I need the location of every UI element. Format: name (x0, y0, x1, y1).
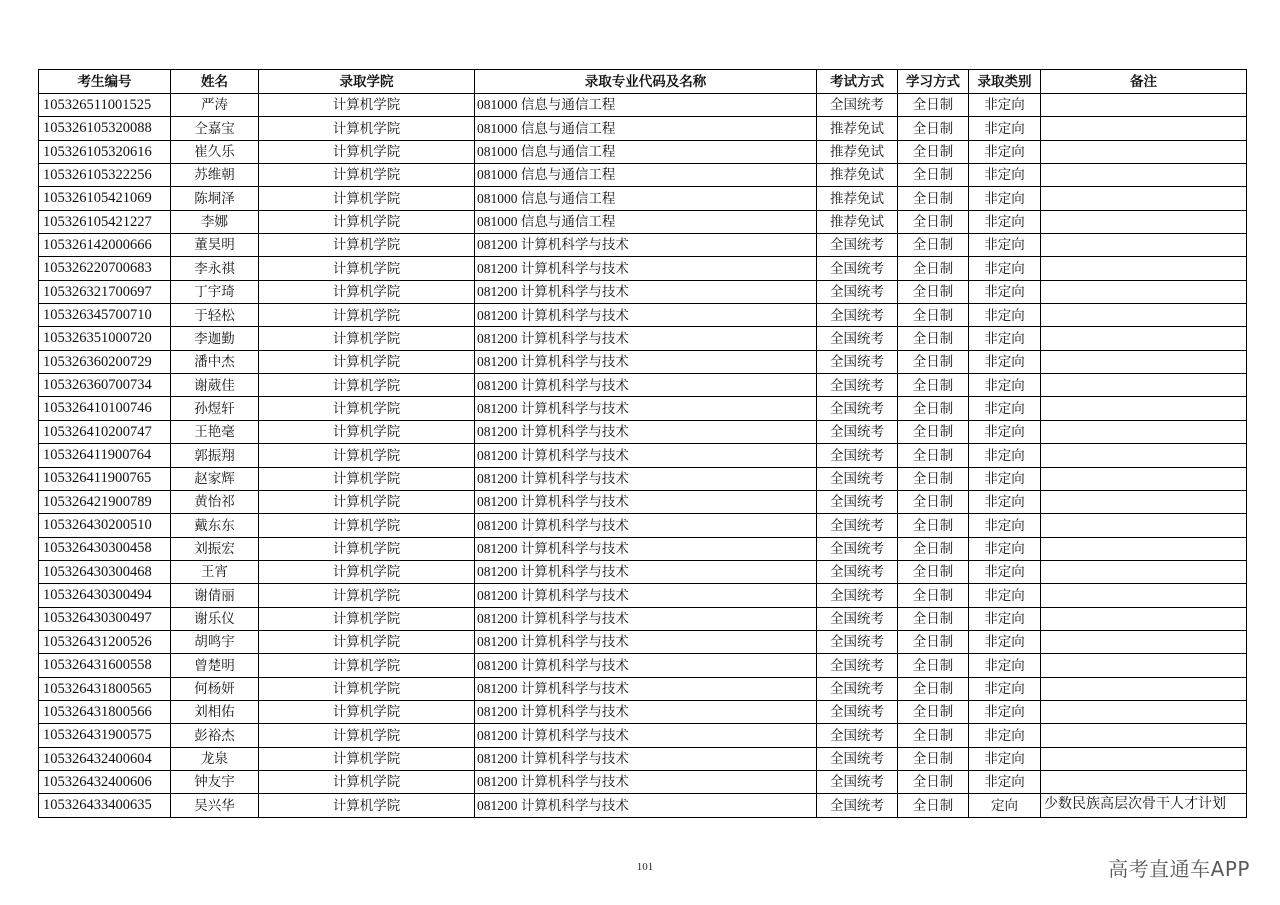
major-cell: 081200 计算机科学与技术 (475, 584, 817, 607)
study-mode-cell: 全日制 (898, 607, 969, 630)
major-cell: 081200 计算机科学与技术 (475, 514, 817, 537)
study-mode-cell: 全日制 (898, 654, 969, 677)
study-mode-cell: 全日制 (898, 584, 969, 607)
exam-type-cell: 全国统考 (817, 770, 898, 793)
remarks-cell (1041, 210, 1247, 233)
major-cell: 081000 信息与通信工程 (475, 164, 817, 187)
header-exam-type: 考试方式 (817, 70, 898, 94)
watermark-text: 高考直通车APP (1108, 857, 1250, 881)
table-row (39, 724, 1247, 747)
exam-type-cell: 推荐免试 (817, 187, 898, 210)
major-cell: 081200 计算机科学与技术 (475, 770, 817, 793)
candidate-id-cell: 105326430300497 (39, 607, 171, 630)
study-mode-cell: 全日制 (898, 397, 969, 420)
remarks-cell (1041, 654, 1247, 677)
major-cell: 081200 计算机科学与技术 (475, 700, 817, 723)
remarks-cell (1041, 584, 1247, 607)
major-cell: 081200 计算机科学与技术 (475, 467, 817, 490)
name-cell: 李永祺 (171, 257, 259, 280)
college-cell: 计算机学院 (259, 420, 475, 443)
college-cell: 计算机学院 (259, 304, 475, 327)
name-cell: 胡鸣宇 (171, 630, 259, 653)
exam-type-cell: 全国统考 (817, 444, 898, 467)
admission-category-cell: 非定向 (969, 467, 1041, 490)
college-cell: 计算机学院 (259, 210, 475, 233)
admission-category-cell: 非定向 (969, 560, 1041, 583)
college-cell: 计算机学院 (259, 560, 475, 583)
exam-type-cell: 全国统考 (817, 94, 898, 117)
remarks-cell (1041, 560, 1247, 583)
candidate-id-cell: 105326430300468 (39, 560, 171, 583)
remarks-cell (1041, 630, 1247, 653)
admission-category-cell: 非定向 (969, 584, 1041, 607)
name-cell: 戴东东 (171, 514, 259, 537)
study-mode-cell: 全日制 (898, 210, 969, 233)
study-mode-cell: 全日制 (898, 280, 969, 303)
college-cell: 计算机学院 (259, 490, 475, 513)
exam-type-cell: 全国统考 (817, 677, 898, 700)
major-cell: 081200 计算机科学与技术 (475, 537, 817, 560)
admission-category-cell: 非定向 (969, 374, 1041, 397)
table-row (39, 304, 1247, 327)
major-cell: 081200 计算机科学与技术 (475, 677, 817, 700)
remarks-cell: 少数民族高层次骨干人才计划 (1041, 794, 1247, 817)
candidate-id-cell: 105326105421069 (39, 187, 171, 210)
table-row (39, 560, 1247, 583)
college-cell: 计算机学院 (259, 327, 475, 350)
admission-category-cell: 非定向 (969, 164, 1041, 187)
college-cell: 计算机学院 (259, 164, 475, 187)
exam-type-cell: 推荐免试 (817, 210, 898, 233)
header-remarks: 备注 (1041, 70, 1247, 94)
major-cell: 081200 计算机科学与技术 (475, 724, 817, 747)
study-mode-cell: 全日制 (898, 140, 969, 163)
candidate-id-cell: 105326410200747 (39, 420, 171, 443)
table-row (39, 374, 1247, 397)
admission-category-cell: 非定向 (969, 397, 1041, 420)
study-mode-cell: 全日制 (898, 94, 969, 117)
admission-category-cell: 非定向 (969, 117, 1041, 140)
study-mode-cell: 全日制 (898, 770, 969, 793)
admission-category-cell: 非定向 (969, 234, 1041, 257)
exam-type-cell: 全国统考 (817, 397, 898, 420)
candidate-id-cell: 105326433400635 (39, 794, 171, 817)
table-row (39, 444, 1247, 467)
name-cell: 龙泉 (171, 747, 259, 770)
college-cell: 计算机学院 (259, 607, 475, 630)
remarks-cell (1041, 117, 1247, 140)
college-cell: 计算机学院 (259, 397, 475, 420)
table-row (39, 210, 1247, 233)
candidate-id-cell: 105326421900789 (39, 490, 171, 513)
header-study-mode: 学习方式 (898, 70, 969, 94)
remarks-cell (1041, 747, 1247, 770)
name-cell: 谢倩丽 (171, 584, 259, 607)
table-row (39, 350, 1247, 373)
admission-category-cell: 非定向 (969, 187, 1041, 210)
major-cell: 081200 计算机科学与技术 (475, 374, 817, 397)
table-row (39, 234, 1247, 257)
page-number: 101 (636, 861, 654, 873)
table-row (39, 327, 1247, 350)
exam-type-cell: 全国统考 (817, 724, 898, 747)
exam-type-cell: 全国统考 (817, 747, 898, 770)
major-cell: 081200 计算机科学与技术 (475, 654, 817, 677)
study-mode-cell: 全日制 (898, 234, 969, 257)
study-mode-cell: 全日制 (898, 514, 969, 537)
table-row (39, 164, 1247, 187)
study-mode-cell: 全日制 (898, 677, 969, 700)
college-cell: 计算机学院 (259, 700, 475, 723)
remarks-cell (1041, 374, 1247, 397)
name-cell: 王宵 (171, 560, 259, 583)
college-cell: 计算机学院 (259, 514, 475, 537)
college-cell: 计算机学院 (259, 467, 475, 490)
major-cell: 081200 计算机科学与技术 (475, 607, 817, 630)
table-row (39, 794, 1247, 817)
candidate-id-cell: 105326411900765 (39, 467, 171, 490)
exam-type-cell: 全国统考 (817, 420, 898, 443)
study-mode-cell: 全日制 (898, 420, 969, 443)
remarks-cell (1041, 724, 1247, 747)
study-mode-cell: 全日制 (898, 630, 969, 653)
college-cell: 计算机学院 (259, 747, 475, 770)
name-cell: 钟友宇 (171, 770, 259, 793)
exam-type-cell: 全国统考 (817, 700, 898, 723)
college-cell: 计算机学院 (259, 280, 475, 303)
header-name: 姓名 (171, 70, 259, 94)
exam-type-cell: 全国统考 (817, 607, 898, 630)
admission-category-cell: 非定向 (969, 350, 1041, 373)
table-row (39, 490, 1247, 513)
exam-type-cell: 全国统考 (817, 234, 898, 257)
admission-category-cell: 非定向 (969, 327, 1041, 350)
table-row (39, 770, 1247, 793)
name-cell: 吴兴华 (171, 794, 259, 817)
candidate-id-cell: 105326411900764 (39, 444, 171, 467)
exam-type-cell: 全国统考 (817, 257, 898, 280)
remarks-cell (1041, 700, 1247, 723)
candidate-id-cell: 105326431900575 (39, 724, 171, 747)
candidate-id-cell: 105326431800565 (39, 677, 171, 700)
admission-category-cell: 非定向 (969, 490, 1041, 513)
study-mode-cell: 全日制 (898, 794, 969, 817)
remarks-cell (1041, 350, 1247, 373)
table-row (39, 140, 1247, 163)
admission-category-cell: 非定向 (969, 94, 1041, 117)
exam-type-cell: 全国统考 (817, 304, 898, 327)
name-cell: 曾楚明 (171, 654, 259, 677)
name-cell: 于轻松 (171, 304, 259, 327)
admission-category-cell: 非定向 (969, 514, 1041, 537)
table-row (39, 397, 1247, 420)
table-row (39, 467, 1247, 490)
candidate-id-cell: 105326430300494 (39, 584, 171, 607)
study-mode-cell: 全日制 (898, 187, 969, 210)
table-row (39, 584, 1247, 607)
candidate-id-cell: 105326345700710 (39, 304, 171, 327)
remarks-cell (1041, 444, 1247, 467)
candidate-id-cell: 105326430200510 (39, 514, 171, 537)
remarks-cell (1041, 607, 1247, 630)
admission-category-cell: 非定向 (969, 210, 1041, 233)
remarks-cell (1041, 514, 1247, 537)
exam-type-cell: 全国统考 (817, 654, 898, 677)
header-admission-category: 录取类别 (969, 70, 1041, 94)
admission-category-cell: 非定向 (969, 747, 1041, 770)
college-cell: 计算机学院 (259, 794, 475, 817)
admission-category-cell: 非定向 (969, 304, 1041, 327)
college-cell: 计算机学院 (259, 350, 475, 373)
header-candidate-id: 考生编号 (39, 70, 171, 94)
college-cell: 计算机学院 (259, 677, 475, 700)
study-mode-cell: 全日制 (898, 327, 969, 350)
name-cell: 谢乐仪 (171, 607, 259, 630)
table-row (39, 117, 1247, 140)
candidate-id-cell: 105326360700734 (39, 374, 171, 397)
college-cell: 计算机学院 (259, 630, 475, 653)
candidate-id-cell: 105326105320088 (39, 117, 171, 140)
major-cell: 081000 信息与通信工程 (475, 210, 817, 233)
candidate-id-cell: 105326431800566 (39, 700, 171, 723)
study-mode-cell: 全日制 (898, 700, 969, 723)
exam-type-cell: 全国统考 (817, 490, 898, 513)
table-row (39, 257, 1247, 280)
table-row (39, 514, 1247, 537)
candidate-id-cell: 105326105421227 (39, 210, 171, 233)
college-cell: 计算机学院 (259, 140, 475, 163)
admission-category-cell: 非定向 (969, 677, 1041, 700)
name-cell: 郭振翔 (171, 444, 259, 467)
major-cell: 081200 计算机科学与技术 (475, 234, 817, 257)
college-cell: 计算机学院 (259, 770, 475, 793)
remarks-cell (1041, 467, 1247, 490)
remarks-cell (1041, 187, 1247, 210)
college-cell: 计算机学院 (259, 374, 475, 397)
header-row (39, 70, 1247, 94)
exam-type-cell: 全国统考 (817, 794, 898, 817)
remarks-cell (1041, 770, 1247, 793)
college-cell: 计算机学院 (259, 94, 475, 117)
candidate-id-cell: 105326432400604 (39, 747, 171, 770)
name-cell: 陈垌泽 (171, 187, 259, 210)
table-row (39, 654, 1247, 677)
major-cell: 081200 计算机科学与技术 (475, 420, 817, 443)
exam-type-cell: 推荐免试 (817, 117, 898, 140)
exam-type-cell: 全国统考 (817, 374, 898, 397)
remarks-cell (1041, 280, 1247, 303)
table-header (39, 70, 1247, 94)
major-cell: 081200 计算机科学与技术 (475, 257, 817, 280)
name-cell: 李娜 (171, 210, 259, 233)
exam-type-cell: 全国统考 (817, 350, 898, 373)
admission-category-cell: 定向 (969, 794, 1041, 817)
remarks-cell (1041, 677, 1247, 700)
remarks-cell (1041, 257, 1247, 280)
remarks-cell (1041, 234, 1247, 257)
college-cell: 计算机学院 (259, 444, 475, 467)
study-mode-cell: 全日制 (898, 747, 969, 770)
candidate-id-cell: 105326220700683 (39, 257, 171, 280)
college-cell: 计算机学院 (259, 654, 475, 677)
name-cell: 何杨妍 (171, 677, 259, 700)
name-cell: 严涛 (171, 94, 259, 117)
table-row (39, 630, 1247, 653)
college-cell: 计算机学院 (259, 187, 475, 210)
remarks-cell (1041, 490, 1247, 513)
candidate-id-cell: 105326142000666 (39, 234, 171, 257)
college-cell: 计算机学院 (259, 584, 475, 607)
remarks-cell (1041, 164, 1247, 187)
admission-category-cell: 非定向 (969, 444, 1041, 467)
admission-category-cell: 非定向 (969, 770, 1041, 793)
table-row (39, 187, 1247, 210)
remarks-cell (1041, 304, 1247, 327)
study-mode-cell: 全日制 (898, 560, 969, 583)
name-cell: 潘中杰 (171, 350, 259, 373)
name-cell: 苏维朝 (171, 164, 259, 187)
table-row (39, 677, 1247, 700)
table-row (39, 420, 1247, 443)
candidate-id-cell: 105326430300458 (39, 537, 171, 560)
admission-category-cell: 非定向 (969, 654, 1041, 677)
admission-category-cell: 非定向 (969, 420, 1041, 443)
major-cell: 081200 计算机科学与技术 (475, 397, 817, 420)
major-cell: 081200 计算机科学与技术 (475, 280, 817, 303)
study-mode-cell: 全日制 (898, 374, 969, 397)
admission-category-cell: 非定向 (969, 537, 1041, 560)
candidate-id-cell: 105326431600558 (39, 654, 171, 677)
name-cell: 彭裕杰 (171, 724, 259, 747)
study-mode-cell: 全日制 (898, 350, 969, 373)
major-cell: 081200 计算机科学与技术 (475, 327, 817, 350)
candidate-id-cell: 105326432400606 (39, 770, 171, 793)
major-cell: 081200 计算机科学与技术 (475, 444, 817, 467)
name-cell: 黄怡祁 (171, 490, 259, 513)
study-mode-cell: 全日制 (898, 117, 969, 140)
admission-category-cell: 非定向 (969, 700, 1041, 723)
name-cell: 董昊明 (171, 234, 259, 257)
remarks-cell (1041, 94, 1247, 117)
study-mode-cell: 全日制 (898, 257, 969, 280)
admission-category-cell: 非定向 (969, 280, 1041, 303)
major-cell: 081200 计算机科学与技术 (475, 630, 817, 653)
remarks-cell (1041, 537, 1247, 560)
study-mode-cell: 全日制 (898, 467, 969, 490)
admission-list-table (38, 69, 1247, 818)
major-cell: 081200 计算机科学与技术 (475, 747, 817, 770)
name-cell: 仝嘉宝 (171, 117, 259, 140)
name-cell: 丁宇琦 (171, 280, 259, 303)
study-mode-cell: 全日制 (898, 164, 969, 187)
candidate-id-cell: 105326360200729 (39, 350, 171, 373)
name-cell: 刘振宏 (171, 537, 259, 560)
exam-type-cell: 全国统考 (817, 560, 898, 583)
college-cell: 计算机学院 (259, 537, 475, 560)
exam-type-cell: 推荐免试 (817, 140, 898, 163)
study-mode-cell: 全日制 (898, 304, 969, 327)
major-cell: 081200 计算机科学与技术 (475, 304, 817, 327)
major-cell: 081200 计算机科学与技术 (475, 794, 817, 817)
header-college: 录取学院 (259, 70, 475, 94)
exam-type-cell: 全国统考 (817, 584, 898, 607)
exam-type-cell: 全国统考 (817, 514, 898, 537)
header-major: 录取专业代码及名称 (475, 70, 817, 94)
major-cell: 081000 信息与通信工程 (475, 94, 817, 117)
college-cell: 计算机学院 (259, 257, 475, 280)
remarks-cell (1041, 420, 1247, 443)
exam-type-cell: 推荐免试 (817, 164, 898, 187)
admission-category-cell: 非定向 (969, 140, 1041, 163)
college-cell: 计算机学院 (259, 234, 475, 257)
exam-type-cell: 全国统考 (817, 467, 898, 490)
exam-type-cell: 全国统考 (817, 537, 898, 560)
exam-type-cell: 全国统考 (817, 630, 898, 653)
name-cell: 李迦勤 (171, 327, 259, 350)
study-mode-cell: 全日制 (898, 444, 969, 467)
remarks-cell (1041, 140, 1247, 163)
name-cell: 刘相佑 (171, 700, 259, 723)
name-cell: 崔久乐 (171, 140, 259, 163)
admission-category-cell: 非定向 (969, 607, 1041, 630)
table-row (39, 700, 1247, 723)
table-row (39, 94, 1247, 117)
exam-type-cell: 全国统考 (817, 327, 898, 350)
college-cell: 计算机学院 (259, 724, 475, 747)
admission-category-cell: 非定向 (969, 724, 1041, 747)
major-cell: 081200 计算机科学与技术 (475, 490, 817, 513)
candidate-id-cell: 105326105320616 (39, 140, 171, 163)
candidate-id-cell: 105326351000720 (39, 327, 171, 350)
admission-category-cell: 非定向 (969, 630, 1041, 653)
name-cell: 赵家辉 (171, 467, 259, 490)
table-row (39, 607, 1247, 630)
study-mode-cell: 全日制 (898, 537, 969, 560)
major-cell: 081000 信息与通信工程 (475, 140, 817, 163)
table-row (39, 280, 1247, 303)
study-mode-cell: 全日制 (898, 490, 969, 513)
table-row (39, 537, 1247, 560)
major-cell: 081000 信息与通信工程 (475, 187, 817, 210)
name-cell: 王艳毫 (171, 420, 259, 443)
remarks-cell (1041, 397, 1247, 420)
major-cell: 081200 计算机科学与技术 (475, 560, 817, 583)
major-cell: 081000 信息与通信工程 (475, 117, 817, 140)
candidate-id-cell: 105326410100746 (39, 397, 171, 420)
table-row (39, 747, 1247, 770)
remarks-cell (1041, 327, 1247, 350)
admission-category-cell: 非定向 (969, 257, 1041, 280)
exam-type-cell: 全国统考 (817, 280, 898, 303)
table-body (39, 94, 1247, 818)
candidate-id-cell: 105326105322256 (39, 164, 171, 187)
college-cell: 计算机学院 (259, 117, 475, 140)
name-cell: 谢葳佳 (171, 374, 259, 397)
study-mode-cell: 全日制 (898, 724, 969, 747)
candidate-id-cell: 105326321700697 (39, 280, 171, 303)
candidate-id-cell: 105326431200526 (39, 630, 171, 653)
name-cell: 孙煜轩 (171, 397, 259, 420)
major-cell: 081200 计算机科学与技术 (475, 350, 817, 373)
candidate-id-cell: 105326511001525 (39, 94, 171, 117)
